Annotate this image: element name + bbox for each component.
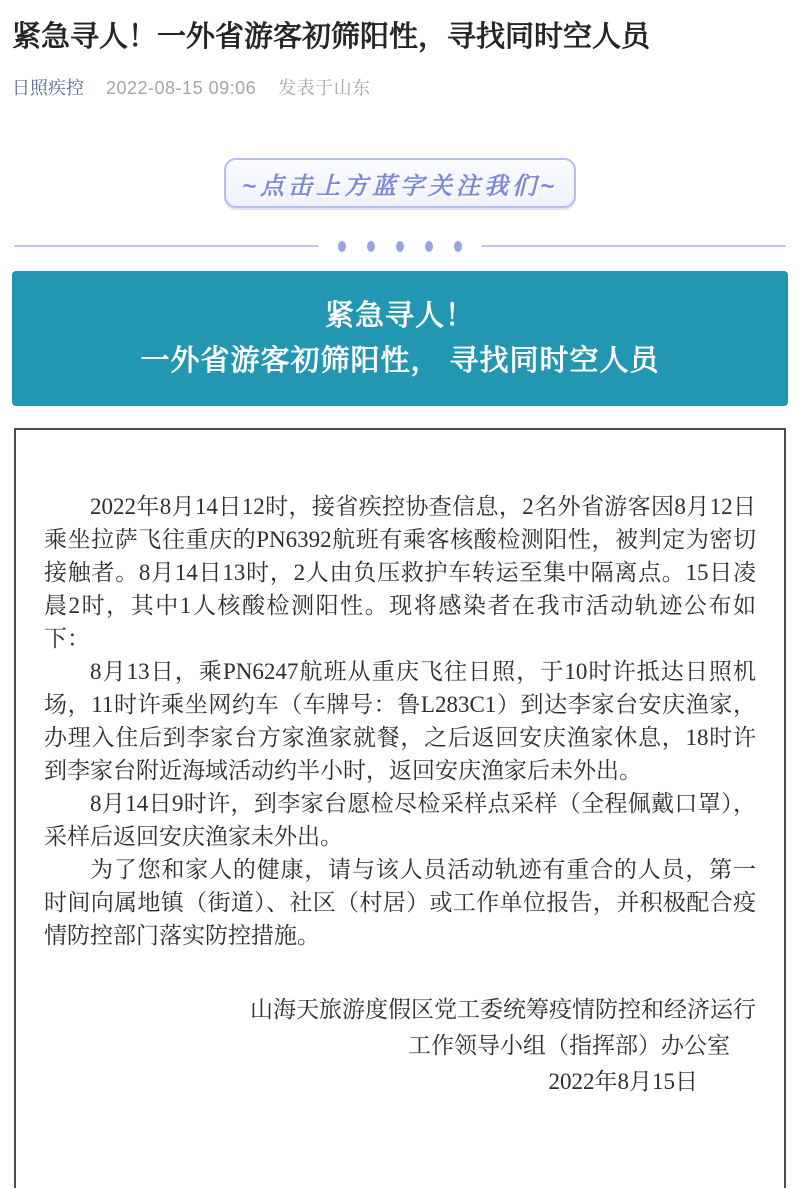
byline [12, 74, 788, 100]
divider-line-right [482, 245, 786, 247]
divider-dot [454, 241, 462, 252]
notice-paragraph: 2022年8月14日12时，接省疾控协查信息，2名外省游客因8月12日乘坐拉萨飞往重庆的PN6392航班有乘客核酸检测阳性，被判定为密切接触者。8月14日13时，2人由负压救护车转运至集中隔离点。15日凌晨2时，其中1人核酸检测阳性。现将感染者在我市活动轨迹公布如下： [44, 494, 756, 651]
alert-banner [12, 271, 788, 406]
follow-us-button[interactable] [224, 158, 576, 208]
notice-body [44, 490, 756, 952]
publish-location: 发表于山东 [278, 78, 371, 98]
divider-dot [396, 241, 404, 252]
dotted-divider [14, 240, 786, 252]
notice-paragraph: 为了您和家人的健康，请与该人员活动轨迹有重合的人员，第一时间向属地镇（街道）、社区（村居）或工作单位报告，并积极配合疫情防控部门落实防控措施。 [44, 857, 756, 948]
signature-org-line2: 工作领导小组（指挥部）办公室 [408, 1033, 730, 1058]
follow-button-label: ~点击上方蓝字关注我们~ [241, 172, 559, 200]
signature-block [44, 992, 756, 1100]
notice-paragraph: 8月13日，乘PN6247航班从重庆飞往日照，于10时许抵达日照机场，11时许乘坐网约车（车牌号：鲁L283C1）到达李家台安庆渔家，办理入住后到李家台方家渔家就餐，之后返回安庆渔家休息，18时许到李家台附近海域活动约半小时，返回安庆渔家后未外出。 [44, 659, 756, 783]
divider-line-left [14, 245, 318, 247]
notice-box [14, 428, 786, 1188]
publish-time: 2022-08-15 09:06 [106, 78, 257, 98]
divider-dot [338, 241, 346, 252]
signature-date: 2022年8月15日 [548, 1069, 698, 1094]
article-page [0, 16, 800, 1188]
notice-paragraph: 8月14日9时许，到李家台愿检尽检采样点采样（全程佩戴口罩），采样后返回安庆渔家未外出。 [44, 791, 756, 849]
divider-dot [367, 241, 375, 252]
signature-org-line1: 山海天旅游度假区党工委统筹疫情防控和经济运行 [250, 997, 756, 1022]
banner-title-line2: 一外省游客初筛阳性， 寻找同时空人员 [140, 344, 660, 377]
banner-title-line1: 紧急寻人！ [324, 299, 475, 332]
divider-dots [338, 241, 462, 252]
account-link[interactable]: 日照疾控 [12, 78, 84, 98]
page-title: 紧急寻人！一外省游客初筛阳性，寻找同时空人员 [12, 21, 651, 53]
follow-button-row [0, 158, 800, 208]
divider-dot [425, 241, 433, 252]
